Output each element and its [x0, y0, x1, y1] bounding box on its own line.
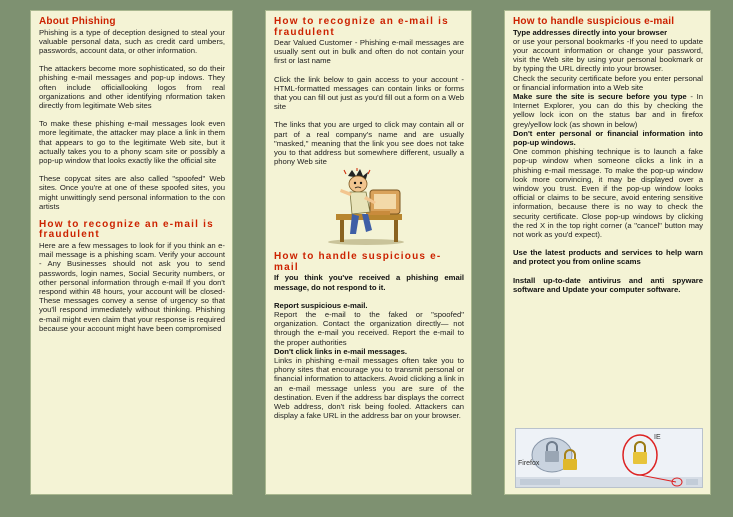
heading-about-phishing: About Phishing: [39, 16, 116, 27]
about-paragraph-1: Phishing is a type of deception designed to steal your valuable personal data, such as credit card umbers, passwords, account data, or other information.: [39, 27, 225, 55]
install-antivirus-text: Install up-to-date antivirus and anti spyware software and Update your computer software.: [513, 275, 703, 294]
about-paragraph-3: To make these phishing e-mail messages look even more legitimate, the attacker may place a link in them that appears to go to the legitimate Web site, but it actually takes you to a phony scam site or possibly a pop-up window that looks exactly like the official site: [39, 119, 225, 165]
about-paragraph-4: These copycat sites are also called "spoofed" Web sites. Once you're at one of these spoofed sites, you might unwittingly send personal information to the con artists: [39, 174, 225, 211]
about-paragraph-2: The attackers become more sophisticated, so do their phishing e-mail messages and pop-up indows. They often include officiallooking logos from real organizations and other identifying nformation taken directly from legitimate Web sites: [39, 64, 225, 110]
handle-do-not-respond: If you think you've received a phishing email message, do not respond to it.: [274, 273, 464, 292]
check-certificate-text: Check the security certificate before you enter personal or financial information into a Web site: [513, 73, 703, 92]
heading-handle-suspicious-2: How to handle suspicious e-mail: [513, 16, 675, 27]
recognize-click-link: Click the link below to gain access to your account - HTML-formatted messages can contain links or forms that you can fill out just as you'd fill out a form on a Web site: [274, 74, 464, 112]
panel-recognize-handle: [265, 10, 472, 495]
type-addresses-title: Type addresses directly into your browser: [513, 27, 668, 37]
panel-about-phishing: [30, 10, 233, 495]
ie-label: IE: [654, 434, 661, 441]
dont-click-links-text: Links in phishing e-mail messages often take you to phony sites that encourage you to transmit personal or financial information to attackers. Avoid clicking a link in an e-mail message unless you are sure of the destination. Even if the address bar displays the correct Web address, don't risk being fooled. Attackers can display a fake URL in the address bar on your browser.: [274, 356, 464, 421]
recognize-dear-customer: Dear Valued Customer - Phishing e-mail messages are usually sent out in bulk and often do not contain your first or last name: [274, 38, 464, 66]
secure-site-block: [513, 92, 703, 129]
recognize-paragraph: Here are a few messages to look for if you think an e-mail message is a phishing scam. Verify your account - Any Businesses should not ask you to send passwords, login names, Social Security numbers, or other personal information through e-mail If you don't respond within 48 hours, your account will be closed- These messages convey a sense of urgency so that you'll respond immediately without thinking. Phishing e-mail might even claim that your response is required because your account might have been compromised: [39, 240, 225, 333]
secure-site-title: Make sure the site is secure before you type: [513, 91, 687, 101]
secure-site-text: - In Internet Explorer, you can do this by checking the yellow lock icon on the status bar and in firefox grey/yellow lock (as shown in below): [513, 91, 703, 129]
heading-recognize-fraudulent: How to recognize an e-mail is fraudulent: [39, 218, 214, 241]
popup-windows-title: Don't enter personal or financial information into pop-up windows.: [513, 128, 703, 147]
popup-windows-text: One common phishing technique is to launch a fake pop-up window when someone clicks a link in a phishing e-mail message. To make the pop-up window look more convincing, it may be displayed over a window you trust. Even if the pop-up window looks official or claims to be secure, avoid entering sensitive information, because there is no way to check the security certificate. Close pop-up windows by clicking the red X in the top right corner (a "cancel" button may not work as you'd expect).: [513, 147, 703, 239]
panel-handle-suspicious: [504, 10, 711, 495]
heading-recognize-fraudulent-2: How to recognize an e-mail is fraudulent: [274, 16, 449, 38]
latest-products-text: Use the latest products and services to help warn and protect you from online scams: [513, 248, 703, 267]
report-suspicious-title: Report suspicious e-mail.: [274, 300, 368, 310]
browser-lock-screenshot: [515, 428, 703, 488]
report-suspicious-text: Report the e-mail to the faked or "spoofed" organization. Contact the organization directly— not through the e-mail you received. Report the e-mail to the proper authorities: [274, 310, 464, 347]
frustrated-computer-user-illustration: [326, 168, 412, 246]
dont-click-links-title: Don't click links in e-mail messages.: [274, 346, 407, 356]
recognize-masked-links: The links that you are urged to click may contain all or part of a real company's name and are usually "masked," meaning that the link you see does not take you to that address but somewhere different, usually a phony Web site: [274, 120, 464, 167]
heading-handle-suspicious: How to handle suspicious e-mail: [274, 251, 442, 273]
browser-lock-icons: [516, 429, 702, 487]
type-addresses-text: or use your personal bookmarks -If you need to update your account information or change your password, visit the Web site by using your personal bookmark or by typing the URL directly into your browser.: [513, 36, 703, 74]
firefox-label: Firefox: [518, 460, 540, 467]
